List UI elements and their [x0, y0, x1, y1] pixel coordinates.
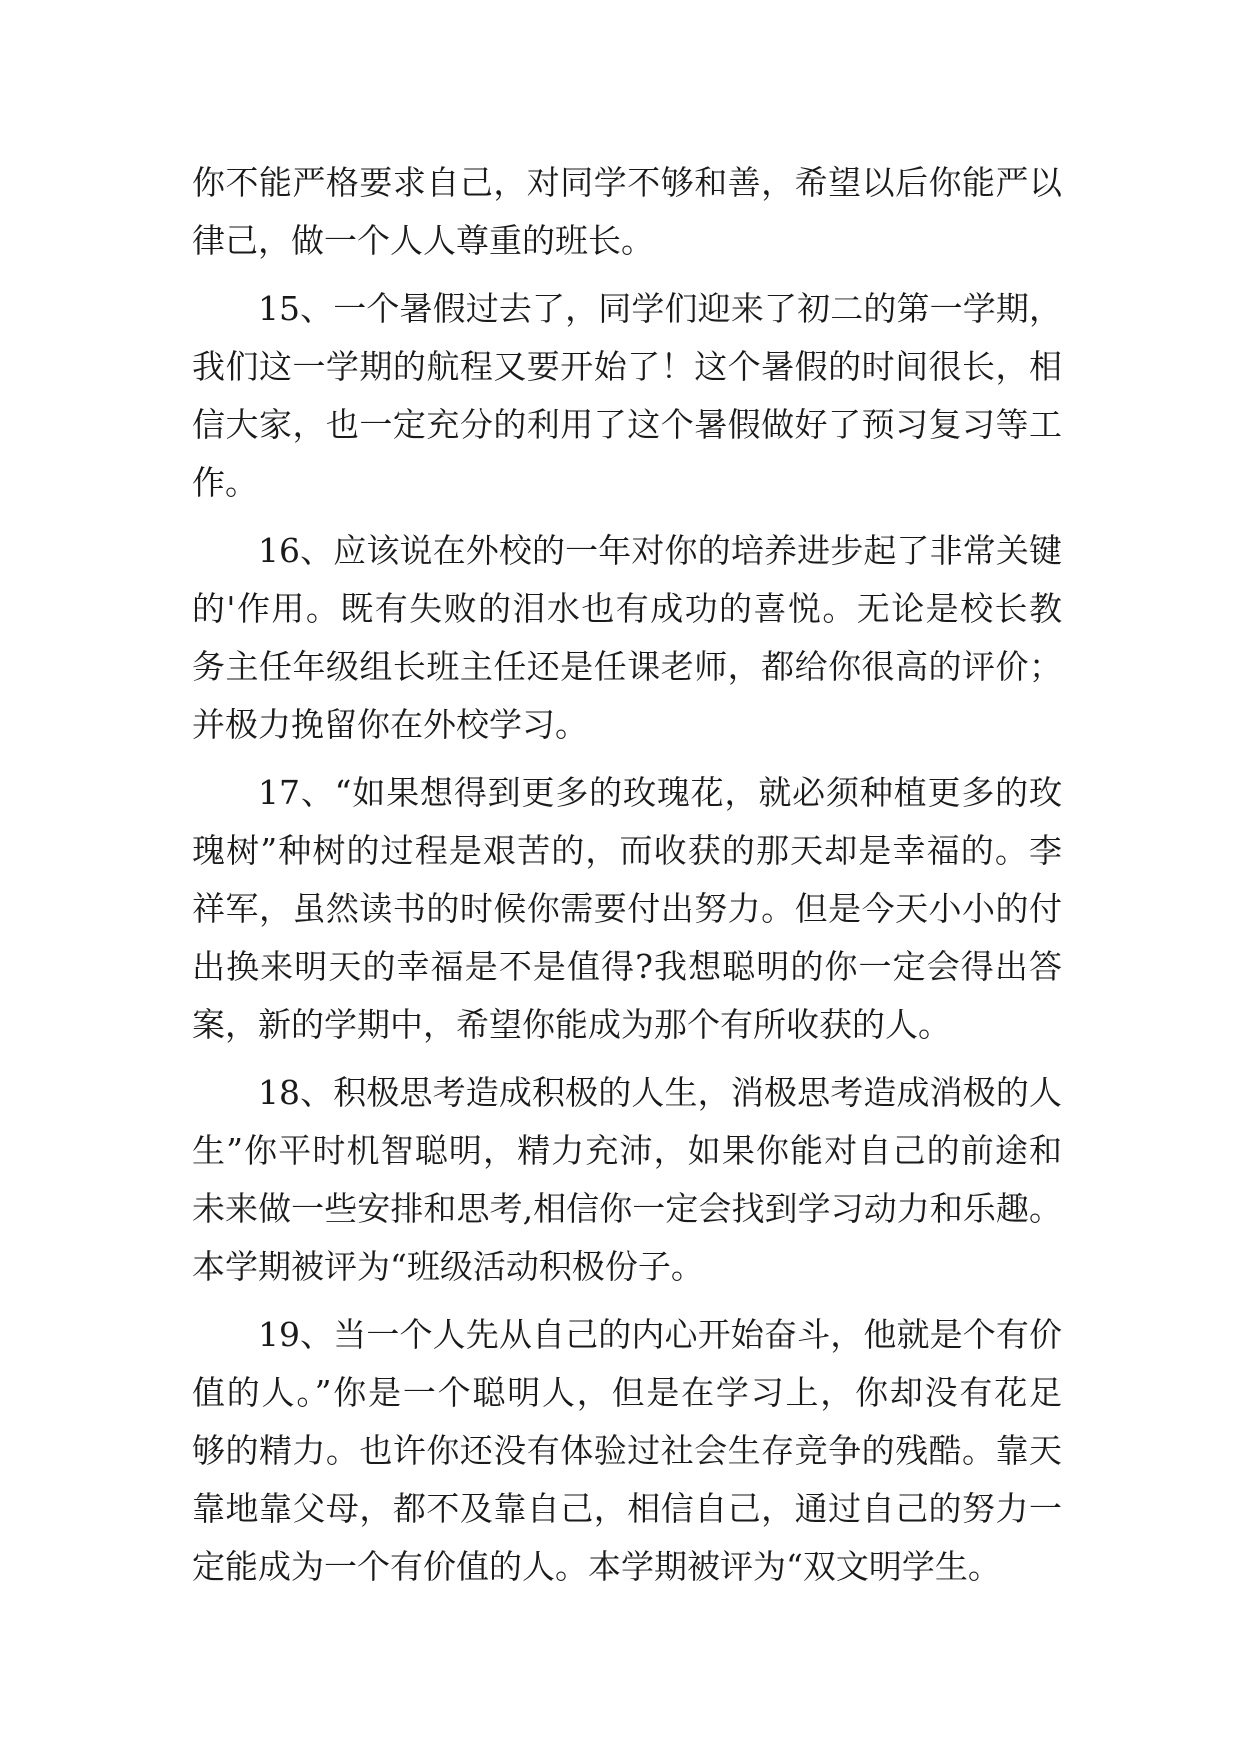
text-line: 信大家，也一定充分的利用了这个暑假做好了预习复习等工: [192, 405, 1062, 444]
text-line: 作。: [192, 463, 258, 502]
text-line: 瑰树”种树的过程是艰苦的，而收获的那天却是幸福的。李: [192, 831, 1062, 870]
text-line: 17、“如果想得到更多的玫瑰花，就必须种植更多的玫: [258, 773, 1062, 812]
text-line: 值的人。”你是一个聪明人，但是在学习上，你却没有花足: [192, 1373, 1062, 1412]
text-line: 未来做一些安排和思考,相信你一定会找到学习动力和乐趣。: [192, 1189, 1062, 1228]
text-line: 15、一个暑假过去了，同学们迎来了初二的第一学期，: [258, 289, 1062, 328]
text-line: 16、应该说在外校的一年对你的培养进步起了非常关键: [258, 531, 1062, 570]
text-line: 案，新的学期中，希望你能成为那个有所收获的人。: [192, 1005, 951, 1044]
text-line: 的'作用。既有失败的泪水也有成功的喜悦。无论是校长教: [192, 589, 1062, 628]
text-line: 你不能严格要求自己，对同学不够和善，希望以后你能严以: [192, 163, 1062, 202]
text-line: 19、当一个人先从自己的内心开始奋斗，他就是个有价: [258, 1315, 1062, 1354]
text-line: 本学期被评为“班级活动积极份子。: [192, 1247, 704, 1286]
text-line: 出换来明天的幸福是不是值得?我想聪明的你一定会得出答: [192, 947, 1062, 986]
text-line: 靠地靠父母，都不及靠自己，相信自己，通过自己的努力一: [192, 1489, 1062, 1528]
text-line: 祥军，虽然读书的时候你需要付出努力。但是今天小小的付: [192, 889, 1062, 928]
text-line: 生”你平时机智聪明，精力充沛，如果你能对自己的前途和: [192, 1131, 1062, 1170]
text-line: 并极力挽留你在外校学习。: [192, 705, 588, 744]
text-line: 够的精力。也许你还没有体验过社会生存竞争的残酷。靠天: [192, 1431, 1062, 1470]
text-line: 我们这一学期的航程又要开始了！这个暑假的时间很长，相: [192, 347, 1062, 386]
text-line: 18、积极思考造成积极的人生，消极思考造成消极的人: [258, 1073, 1062, 1112]
text-line: 律己，做一个人人尊重的班长。: [192, 221, 654, 260]
text-line: 务主任年级组长班主任还是任课老师，都给你很高的评价；: [192, 647, 1062, 686]
text-line: 定能成为一个有价值的人。本学期被评为“双文明学生。: [192, 1547, 1001, 1586]
